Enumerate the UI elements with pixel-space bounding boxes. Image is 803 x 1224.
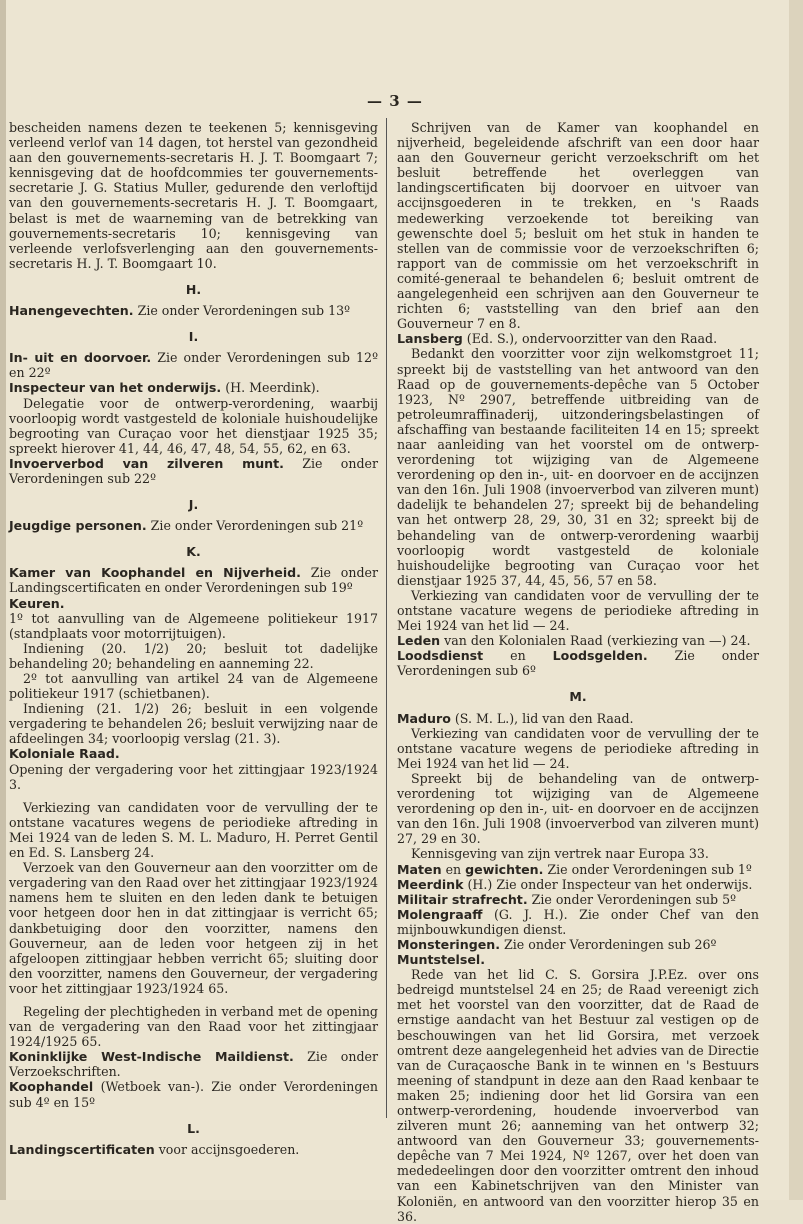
entry-keyword: Jeugdige personen. <box>9 518 147 534</box>
page-edge <box>789 0 803 1200</box>
entry-text: Zie onder Verordeningen sub 5º <box>527 891 737 907</box>
index-entry <box>397 711 759 726</box>
entry-keyword: Leden <box>397 633 441 649</box>
column-divider <box>386 118 387 1118</box>
paragraph: Regeling der plechtigheden in verband met de opening van de vergadering van den Raad voor het zittingjaar 1924/1925 65. <box>9 1003 378 1050</box>
entry-keyword: Lansberg <box>397 331 463 347</box>
index-entry <box>9 456 378 486</box>
section-letter: J. <box>188 497 199 513</box>
entry-keyword: Kamer van Koophandel en Nijverheid. <box>9 565 301 581</box>
paragraph: Verkiezing van candidaten voor de vervulling der te ontstane vacature wegens de periodieke aftreding in Mei 1924 van het lid — 24. <box>397 587 759 634</box>
entry-text: voor accijnsgoederen. <box>154 1141 300 1157</box>
entry-text: (H. Meerdink). <box>221 380 320 396</box>
paragraph: Bedankt den voorzitter voor zijn welkomstgroet 11; spreekt bij de vaststelling van het antwoord van den Raad op de gouvernements-depêche van 5 October 1923, Nº 2907, betreffende uitbreiding van de petroleumraffinaderij, uitzonderingsbelastingen of afschaffing van bestaande faciliteiten 14 en 15; spreekt naar aanleiding van het voorstel om de ontwerp-verordening tot wijziging van de Algemeene verordening op den in-, uit- en doorvoer en de accijnzen van den 16n. Juli 1908 (invoerverbod van zilveren munt) dadelijk te behandelen 27; spreekt bij de behandeling van het ontwerp 28, 29, 30, 31 en 32; spreekt bij de behandeling van de ontwerp-verordening waarbij voorloopig wordt vastgesteld de koloniale huishoudelijke begrooting van Curaçao voor het dienstjaar 1925 37, 44, 45, 56, 57 en 58. <box>397 346 759 588</box>
page-number: — 3 — <box>367 92 423 110</box>
paragraph: Indiening (20. 1/2) 20; besluit tot dadelijke behandeling 20; behandeling en aanneming 22. <box>9 640 378 671</box>
paragraph: Rede van het lid C. S. Gorsira J.P.Ez. over ons bedreigd muntstelsel 24 en 25; de Raad vereenigt zich met het voorstel van den voorzitter, dat de Raad de ernstige aandacht van het Bestuur zal vestigen op de beschouwingen van het lid Gorsira, met verzoek omtrent deze aangelegenheid het advies van de Directie van de Curaçaosche Bank in te winnen en 's Bestuurs meening of standpunt in deze aan den Raad kenbaar te maken 25; indiening door het lid Gorsira van een ontwerp-verordening, houdende invoerverbod van zilveren munt 26; aanneming van het ontwerp 32; antwoord van den Gouverneur 33; gouvernements-depêche van 7 Mei 1924, Nº 1267, over het doen van mededeelingen door den voorzitter omtrent den inhoud van een Kabinetschrijven van den Minister van Koloniën, en antwoord van den voorzitter hierop 35 en 36. <box>397 967 759 1224</box>
entry-keyword: Koninklijke West-Indische Maildienst. <box>9 1049 294 1065</box>
entry-keyword: Hanengevechten. <box>9 303 134 319</box>
entry-keyword: In- uit en doorvoer. <box>9 350 152 366</box>
index-entry <box>9 380 378 395</box>
paragraph: bescheiden namens dezen te teekenen 5; kennisgeving verleend verlof van 14 dagen, tot herstel van gezondheid aan den gouvernements-secretaris H. J. T. Boomgaart 7; kennisgeving dat de hoofdcommies ter gouvernements-secretarie J. G. Statius Muller, gedurende den verloftijd van den gouvernements-secretaris H. J. T. Boomgaart, belast is met de waarneming van de betrekking van gouvernements-secretaris 10; kennisgeving van verleende verlofsverlenging aan den gouvernements-secretaris H. J. T. Boomgaart 10. <box>9 120 378 271</box>
spacer <box>9 792 378 800</box>
entry-keyword: Inspecteur van het onderwijs. <box>9 380 222 396</box>
index-entry <box>397 877 759 892</box>
spacer <box>9 996 378 1004</box>
index-entry <box>397 937 759 952</box>
entry-keyword: Militair strafrecht. <box>397 891 528 907</box>
index-entry: Loodsdienst en Loodsgelden. Zie onder Verordeningen sub 6º <box>397 648 759 679</box>
index-entry <box>397 331 759 346</box>
entry-keyword: Koophandel <box>9 1079 94 1095</box>
entry-text: (S. M. L.), lid van den Raad. <box>450 710 634 726</box>
paragraph: Delegatie voor de ontwerp-verordening, waarbij voorloopig wordt vastgesteld de koloniale huishoudelijke begrooting van Curaçao voor het dienstjaar 1925 35; spreekt hierover 41, 44, 46, 47, 48, 54, 55, 62, en 63. <box>9 395 378 456</box>
index-entry <box>9 1142 378 1157</box>
entry-keyword: Loodsgelden. <box>552 648 648 664</box>
index-entry <box>397 907 759 937</box>
left-column <box>9 120 378 1157</box>
paragraph: Kennisgeving van zijn vertrek naar Europa 33. <box>411 846 709 862</box>
index-entry <box>397 952 759 967</box>
entry-text: (H.) Zie onder Inspecteur van het onderwijs. <box>463 876 753 892</box>
section-letter: I. <box>188 329 199 345</box>
index-entry: Maten en gewichten. Zie onder Verordeningen sub 1º <box>397 861 752 877</box>
entry-text: (Wetboek van-). Zie onder Verordeningen sub 4º en 15º <box>9 1079 378 1110</box>
paragraph: 1º tot aanvulling van de Algemeene politiekeur 1917 (standplaats voor motorrijtuigen). <box>9 610 378 641</box>
entry-keyword: Meerdink <box>397 876 464 892</box>
entry-text: Zie onder Verzoekschriften. <box>9 1049 378 1080</box>
entry-text: Zie onder Verordeningen sub 1º <box>543 861 752 877</box>
index-entry <box>397 633 759 648</box>
entry-text: Zie onder Verordeningen sub 12º en 22º <box>9 350 378 381</box>
paragraph: Spreekt bij de behandeling van de ontwerp-verordening tot wijziging van de Algemeene verordening op den in-, uit- en doorvoer en de accijnzen van den 16n. Juli 1908 (invoerverbod van zilveren munt) 27, 29 en 30. <box>397 770 759 847</box>
entry-text: Zie onder Verordeningen sub 6º <box>397 648 759 679</box>
index-entry <box>9 303 378 318</box>
index-entry <box>9 1049 378 1079</box>
section-letter: L. <box>187 1120 200 1136</box>
entry-keyword: Maduro <box>397 710 451 726</box>
entry-keyword: Invoerverbod van zilveren munt. <box>9 455 284 471</box>
index-entry <box>9 746 378 761</box>
index-entry <box>9 518 378 533</box>
paragraph: Indiening (21. 1/2) 26; besluit in een volgende vergadering te behandelen 26; besluit verwijzing naar de afdeelingen 34; voorloopig verslag (21. 3). <box>9 701 378 747</box>
index-entry <box>9 565 378 595</box>
entry-text: (G. J. H.). Zie onder Chef van den mijnbouwkundigen dienst. <box>397 906 759 937</box>
paragraph: Verzoek van den Gouverneur aan den voorzitter om de vergadering van den Raad over het zittingjaar 1923/1924 namens hem te sluiten en den leden dank te betuigen voor hetgeen door hen in dat zittingjaar is verricht 65; dankbetuiging door den voorzitter, namens den Gouverneur, aan de leden voor hetgeen zij in het afgeloopen zittingjaar hebben verricht 65; sluiting door den voorzitter, namens den Gouverneur, der vergadering voor het zittingjaar 1923/1924 65. <box>9 860 378 996</box>
binding-edge <box>0 0 6 1200</box>
entry-text: Zie onder Verordeningen sub 13º <box>133 303 351 319</box>
index-entry <box>9 1079 378 1109</box>
index-entry <box>397 892 759 907</box>
entry-keyword: Keuren. <box>9 595 65 611</box>
entry-text: Zie onder Verordeningen sub 21º <box>146 518 364 534</box>
entry-keyword: Molengraaff <box>397 906 483 922</box>
paragraph: Verkiezing van candidaten voor de vervulling der te ontstane vacatures wegens de periodieke aftreding in Mei 1924 van de leden S. M. L. Maduro, H. Perret Gentil en Ed. S. Lansberg 24. <box>9 799 378 861</box>
section-letter: H. <box>185 281 202 297</box>
entry-text: van den Kolonialen Raad (verkiezing van —) 24. <box>440 633 751 649</box>
paragraph: Verkiezing van candidaten voor de vervulling der te ontstane vacature wegens de periodieke aftreding in Mei 1924 van het lid — 24. <box>397 725 759 771</box>
entry-keyword: Monsteringen. <box>397 936 501 952</box>
entry-keyword: Loodsdienst <box>397 648 484 664</box>
entry-keyword: Koloniale Raad. <box>9 746 120 762</box>
entry-text: Zie onder Verordeningen sub 22º <box>9 455 379 486</box>
entry-text: (Ed. S.), ondervoorzitter van den Raad. <box>462 331 718 347</box>
paragraph: 2º tot aanvulling van artikel 24 van de Algemeene politiekeur 1917 (schietbanen). <box>9 671 378 702</box>
entry-text: Zie onder Landingscertificaten en onder Verordeningen sub 19º <box>9 565 378 596</box>
entry-text: Zie onder Verordeningen sub 26º <box>500 936 717 952</box>
section-letter: M. <box>569 689 587 705</box>
entry-keyword: Maten <box>397 861 442 877</box>
section-letter: K. <box>186 544 201 560</box>
entry-keyword: gewichten. <box>465 861 544 877</box>
entry-keyword: Landingscertificaten <box>9 1141 155 1157</box>
paragraph: Opening der vergadering voor het zittingjaar 1923/1924 3. <box>9 761 378 792</box>
index-entry <box>9 350 378 380</box>
right-column <box>397 120 759 1224</box>
index-entry <box>9 596 378 611</box>
paragraph: Schrijven van de Kamer van koophandel en nijverheid, begeleidende afschrift van een door haar aan den Gouverneur gericht verzoekschrift om het besluit betreffende het overleggen van landingscertificaten bij doorvoer en uitvoer van accijnsgoederen in te trekken, en 's Raads medewerking verzoekende tot bereiking van gewenschte doel 5; besluit om het stuk in handen te stellen van de commissie voor de verzoekschriften 6; rapport van de commissie om het verzoekschrift in comité-generaal te behandelen 6; besluit omtrent de aangelegenheid een schrijven aan den Gouverneur te richten 6; vaststelling van den brief aan den Gouverneur 7 en 8. <box>397 120 759 332</box>
entry-keyword: Muntstelsel. <box>397 952 485 968</box>
